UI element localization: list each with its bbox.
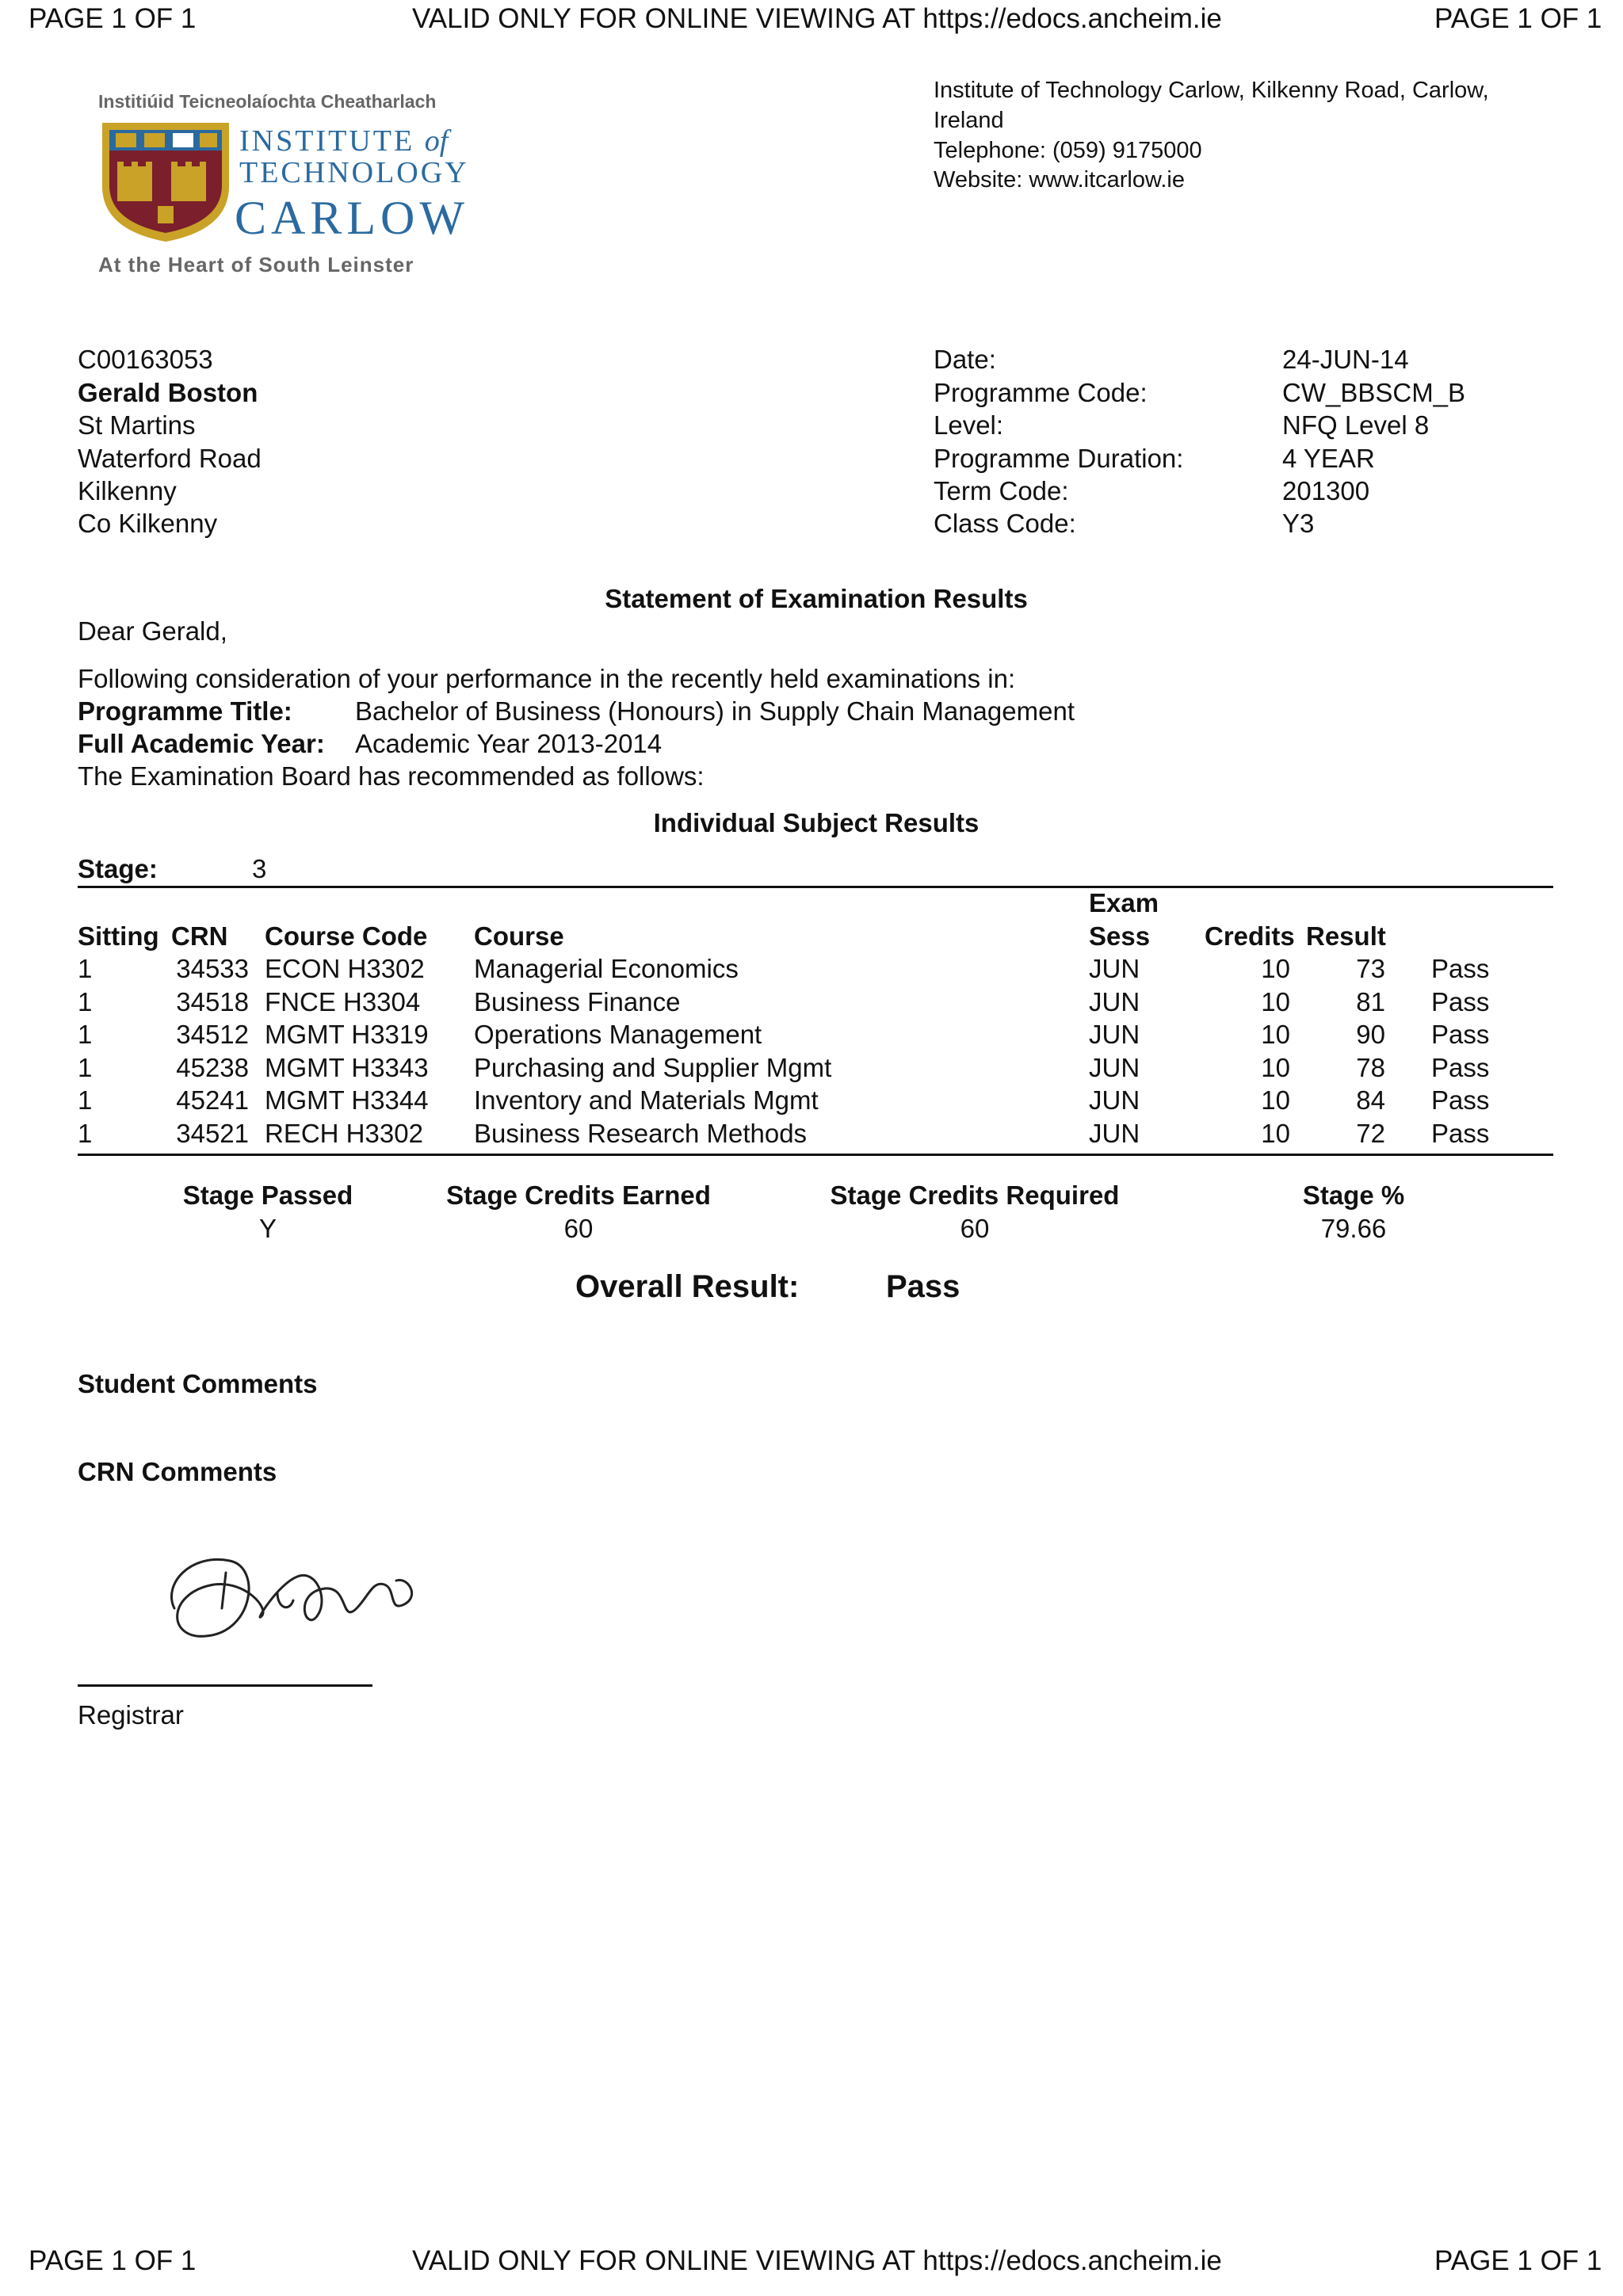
academic-year-value: Academic Year 2013-2014	[355, 729, 663, 758]
stage-label: Stage:	[78, 854, 158, 883]
cell-course: Inventory and Materials Mgmt	[474, 1085, 819, 1115]
cell-sess: JUN	[1089, 1020, 1140, 1049]
validity-notice-bottom: VALID ONLY FOR ONLINE VIEWING AT https://edocs.ancheim.ie	[412, 2245, 1222, 2276]
signature-line	[78, 1684, 372, 1687]
programme-title-label: Programme Title:	[78, 696, 292, 726]
student-address-line: Kilkenny	[78, 476, 177, 505]
cell-mark: 72	[1356, 1119, 1385, 1148]
detail-value-date: 24-JUN-14	[1282, 345, 1409, 374]
cell-crn: 45238	[176, 1053, 249, 1082]
registrar-signature	[158, 1537, 428, 1656]
header-credits: Credits	[1205, 921, 1295, 951]
table-row	[0, 1051, 1623, 1085]
cell-course: Managerial Economics	[474, 954, 739, 983]
cell-outcome: Pass	[1431, 1053, 1490, 1082]
cell-sitting: 1	[78, 1020, 93, 1049]
institution-website: Website: www.itcarlow.ie	[934, 167, 1185, 193]
student-name: Gerald Boston	[78, 378, 258, 407]
cell-credits: 10	[1261, 1053, 1290, 1082]
cell-crn: 34512	[176, 1020, 249, 1049]
cell-sess: JUN	[1089, 1053, 1140, 1082]
stage-value: 3	[252, 854, 267, 883]
header-course-code: Course Code	[265, 921, 428, 951]
cell-course-code: ECON H3302	[265, 954, 425, 983]
cell-mark: 73	[1356, 954, 1385, 983]
cell-sess: JUN	[1089, 954, 1140, 983]
cell-sitting: 1	[78, 1053, 93, 1082]
table-bottom-rule	[78, 1154, 1553, 1156]
institution-address-line2: Ireland	[934, 108, 1004, 133]
detail-value-term-code: 201300	[1282, 476, 1370, 505]
detail-label-level: Level:	[934, 410, 1004, 440]
cell-sitting: 1	[78, 954, 93, 983]
cell-sess: JUN	[1089, 1085, 1140, 1115]
logo-line-of: of	[424, 124, 449, 158]
summary-stage-pct-value: 79.66	[1320, 1214, 1387, 1243]
table-row	[0, 986, 1623, 1019]
logo-line-carlow: CARLOW	[235, 192, 469, 244]
cell-course: Business Research Methods	[474, 1119, 808, 1148]
cell-mark: 81	[1356, 987, 1385, 1016]
header-result: Result	[1306, 921, 1386, 951]
student-address-line: Waterford Road	[78, 444, 262, 473]
summary-credits-required-value: 60	[960, 1214, 990, 1243]
programme-title-value: Bachelor of Business (Honours) in Supply Chain Management	[355, 696, 1075, 726]
cell-outcome: Pass	[1431, 954, 1490, 983]
logo-line-technology: TECHNOLOGY	[239, 156, 469, 189]
header-exam: Exam	[1089, 888, 1159, 917]
cell-course-code: MGMT H3343	[265, 1053, 429, 1082]
cell-sitting: 1	[78, 1085, 93, 1115]
cell-credits: 10	[1261, 1119, 1290, 1148]
cell-course: Business Finance	[474, 987, 681, 1016]
crest-icon	[98, 119, 233, 246]
cell-outcome: Pass	[1431, 1085, 1490, 1115]
cell-course: Operations Management	[474, 1020, 762, 1049]
summary-stage-passed-label: Stage Passed	[182, 1180, 353, 1210]
cell-course-code: FNCE H3304	[265, 987, 421, 1016]
table-top-rule	[78, 886, 1553, 888]
cell-sess: JUN	[1089, 987, 1140, 1016]
cell-course-code: RECH H3302	[265, 1119, 423, 1148]
cell-mark: 84	[1356, 1085, 1385, 1115]
header-crn: CRN	[171, 921, 228, 951]
institution-telephone: Telephone: (059) 9175000	[934, 138, 1202, 163]
salutation: Dear Gerald,	[78, 616, 227, 646]
cell-mark: 90	[1356, 1020, 1385, 1049]
academic-year-label: Full Academic Year:	[78, 729, 325, 758]
overall-result-value: Pass	[886, 1269, 960, 1304]
summary-credits-earned-label: Stage Credits Earned	[446, 1180, 711, 1210]
page-number-bottom-right: PAGE 1 OF 1	[1434, 2245, 1602, 2276]
validity-notice-top: VALID ONLY FOR ONLINE VIEWING AT https://edocs.ancheim.ie	[412, 3, 1222, 34]
detail-label-date: Date:	[934, 345, 996, 374]
header-course: Course	[474, 921, 564, 951]
student-address-line: St Martins	[78, 410, 196, 440]
cell-credits: 10	[1261, 954, 1290, 983]
cell-credits: 10	[1261, 1020, 1290, 1049]
logo-irish-name: Institiúid Teicneolaíochta Cheatharlach	[98, 91, 437, 112]
cell-crn: 45241	[176, 1085, 249, 1115]
detail-value-programme-code: CW_BBSCM_B	[1282, 378, 1466, 407]
summary-credits-required-label: Stage Credits Required	[830, 1180, 1120, 1210]
board-text: The Examination Board has recommended as follows:	[78, 761, 705, 791]
cell-outcome: Pass	[1431, 1020, 1490, 1049]
header-sess: Sess	[1089, 921, 1151, 951]
table-row	[0, 952, 1623, 986]
detail-value-class-code: Y3	[1282, 509, 1315, 538]
student-id: C00163053	[78, 345, 213, 374]
cell-course: Purchasing and Supplier Mgmt	[474, 1053, 832, 1082]
results-title: Individual Subject Results	[653, 808, 980, 837]
logo-line-institute: INSTITUTE	[239, 124, 415, 158]
cell-crn: 34521	[176, 1119, 249, 1148]
detail-value-duration: 4 YEAR	[1282, 444, 1375, 473]
logo-tagline: At the Heart of South Leinster	[98, 253, 414, 277]
crn-comments-label: CRN Comments	[78, 1457, 277, 1486]
cell-mark: 78	[1356, 1053, 1385, 1082]
header-sitting: Sitting	[78, 921, 159, 951]
student-address-line: Co Kilkenny	[78, 509, 218, 538]
table-row	[0, 1018, 1623, 1051]
cell-crn: 34518	[176, 987, 249, 1016]
cell-course-code: MGMT H3344	[265, 1085, 429, 1115]
cell-outcome: Pass	[1431, 1119, 1490, 1148]
cell-course-code: MGMT H3319	[265, 1020, 429, 1049]
cell-crn: 34533	[176, 954, 249, 983]
signature-icon	[158, 1537, 428, 1656]
cell-sess: JUN	[1089, 1119, 1140, 1148]
overall-result-label: Overall Result:	[575, 1269, 800, 1304]
institution-address-line1: Institute of Technology Carlow, Kilkenny Road, Carlow,	[934, 78, 1489, 103]
summary-stage-pct-label: Stage %	[1302, 1180, 1405, 1210]
registrar-label: Registrar	[78, 1700, 184, 1730]
detail-label-duration: Programme Duration:	[934, 444, 1184, 473]
intro-text: Following consideration of your performance in the recently held examinations in:	[78, 664, 1016, 693]
summary-credits-earned-value: 60	[563, 1214, 594, 1243]
detail-label-term-code: Term Code:	[934, 476, 1069, 505]
cell-credits: 10	[1261, 1085, 1290, 1115]
table-row	[0, 1084, 1623, 1117]
detail-value-level: NFQ Level 8	[1282, 410, 1430, 440]
page-number-top-right: PAGE 1 OF 1	[1434, 3, 1602, 34]
detail-label-class-code: Class Code:	[934, 509, 1076, 538]
statement-title: Statement of Examination Results	[605, 584, 1028, 613]
student-comments-label: Student Comments	[78, 1369, 318, 1398]
cell-sitting: 1	[78, 987, 93, 1016]
cell-outcome: Pass	[1431, 987, 1490, 1016]
cell-credits: 10	[1261, 987, 1290, 1016]
page-number-top-left: PAGE 1 OF 1	[29, 3, 197, 34]
page-number-bottom-left: PAGE 1 OF 1	[29, 2245, 197, 2276]
summary-stage-passed-value: Y	[258, 1214, 277, 1243]
detail-label-programme-code: Programme Code:	[934, 378, 1148, 407]
table-row	[0, 1117, 1623, 1150]
cell-sitting: 1	[78, 1119, 93, 1148]
